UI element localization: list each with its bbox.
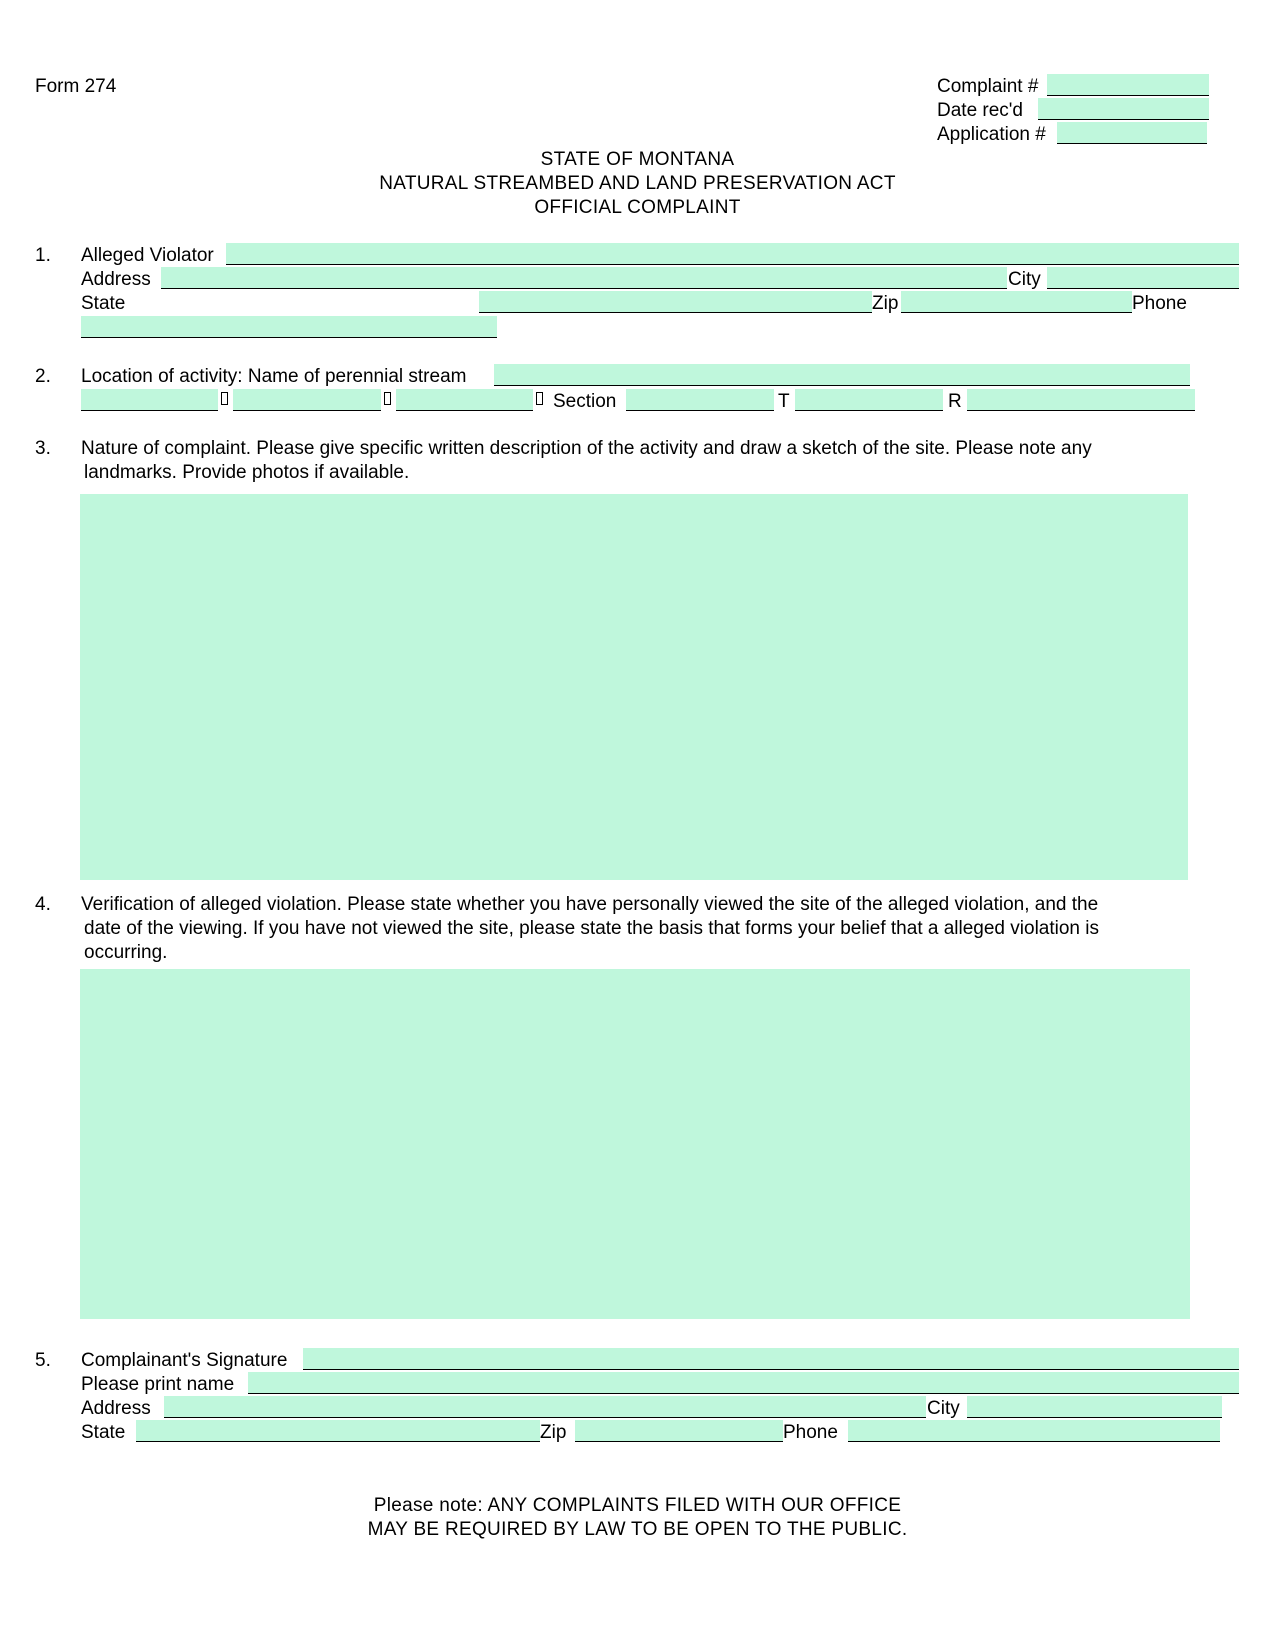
verification-textarea[interactable] <box>80 969 1190 1319</box>
application-number-field[interactable] <box>1057 122 1207 144</box>
section-label: Section <box>553 391 617 412</box>
complainant-zip-label: Zip <box>540 1422 567 1443</box>
public-notice-line-2: MAY BE REQUIRED BY LAW TO BE OPEN TO THE PUBLIC. <box>367 1519 908 1540</box>
violator-state-label: State <box>81 293 126 314</box>
violator-state-field[interactable] <box>479 291 872 313</box>
verification-text-3: occurring. <box>84 942 168 963</box>
stream-name-field[interactable] <box>494 364 1190 386</box>
violator-city-label: City <box>1008 269 1041 290</box>
violator-city-field[interactable] <box>1047 267 1239 289</box>
section-3-number: 3. <box>35 438 51 459</box>
quarter-field-1[interactable] <box>81 389 218 411</box>
section-field[interactable] <box>626 389 774 411</box>
complainant-address-label: Address <box>81 1398 151 1419</box>
range-label: R <box>948 391 962 412</box>
title-act: NATURAL STREAMBED AND LAND PRESERVATION ACT <box>379 173 896 194</box>
section-5-number: 5. <box>35 1350 51 1371</box>
complainant-phone-field[interactable] <box>848 1420 1220 1442</box>
violator-address-label: Address <box>81 269 151 290</box>
signature-field[interactable] <box>303 1348 1239 1370</box>
complainant-city-field[interactable] <box>967 1396 1222 1418</box>
quarter-symbol-1 <box>221 392 228 405</box>
application-number-label: Application # <box>937 124 1046 145</box>
form-number: Form 274 <box>35 76 117 97</box>
violator-zip-label: Zip <box>872 293 899 314</box>
print-name-label: Please print name <box>81 1374 235 1395</box>
section-4-number: 4. <box>35 894 51 915</box>
date-received-label: Date rec'd <box>937 100 1024 121</box>
date-received-field[interactable] <box>1038 98 1209 120</box>
complainant-state-field[interactable] <box>136 1420 540 1442</box>
quarter-symbol-2 <box>384 392 391 405</box>
location-label: Location of activity: Name of perennial stream <box>81 366 467 387</box>
complainant-state-label: State <box>81 1422 126 1443</box>
violator-address-field[interactable] <box>161 267 1007 289</box>
complaint-number-field[interactable] <box>1047 74 1209 96</box>
quarter-field-3[interactable] <box>396 389 533 411</box>
verification-text-2: date of the viewing. If you have not viewed the site, please state the basis that forms your belief that a alleged violation is <box>84 918 1099 939</box>
violator-field[interactable] <box>226 243 1239 265</box>
quarter-symbol-3 <box>536 392 543 405</box>
violator-zip-field[interactable] <box>901 291 1132 313</box>
complainant-city-label: City <box>927 1398 960 1419</box>
print-name-field[interactable] <box>248 1372 1239 1394</box>
violator-phone-field[interactable] <box>81 316 497 338</box>
nature-of-complaint-text-2: landmarks. Provide photos if available. <box>84 462 410 483</box>
quarter-field-2[interactable] <box>233 389 381 411</box>
violator-label: Alleged Violator <box>81 245 214 266</box>
section-1-number: 1. <box>35 245 51 266</box>
title-complaint: OFFICIAL COMPLAINT <box>534 197 741 218</box>
range-field[interactable] <box>967 389 1195 411</box>
nature-of-complaint-textarea[interactable] <box>80 494 1188 880</box>
township-label: T <box>778 391 790 412</box>
verification-text-1: Verification of alleged violation. Please state whether you have personally viewed the site of the alleged violation, and the <box>81 894 1099 915</box>
section-2-number: 2. <box>35 366 51 387</box>
township-field[interactable] <box>795 389 943 411</box>
title-state: STATE OF MONTANA <box>540 149 735 170</box>
signature-label: Complainant's Signature <box>81 1350 288 1371</box>
nature-of-complaint-text-1: Nature of complaint. Please give specific written description of the activity and draw a sketch of the site. Please note any <box>81 438 1092 459</box>
complaint-number-label: Complaint # <box>937 76 1039 97</box>
public-notice-line-1: Please note: ANY COMPLAINTS FILED WITH OUR OFFICE <box>373 1495 902 1516</box>
complainant-phone-label: Phone <box>783 1422 838 1443</box>
complainant-address-field[interactable] <box>164 1396 926 1418</box>
complainant-zip-field[interactable] <box>575 1420 783 1442</box>
violator-phone-label: Phone <box>1132 293 1187 314</box>
